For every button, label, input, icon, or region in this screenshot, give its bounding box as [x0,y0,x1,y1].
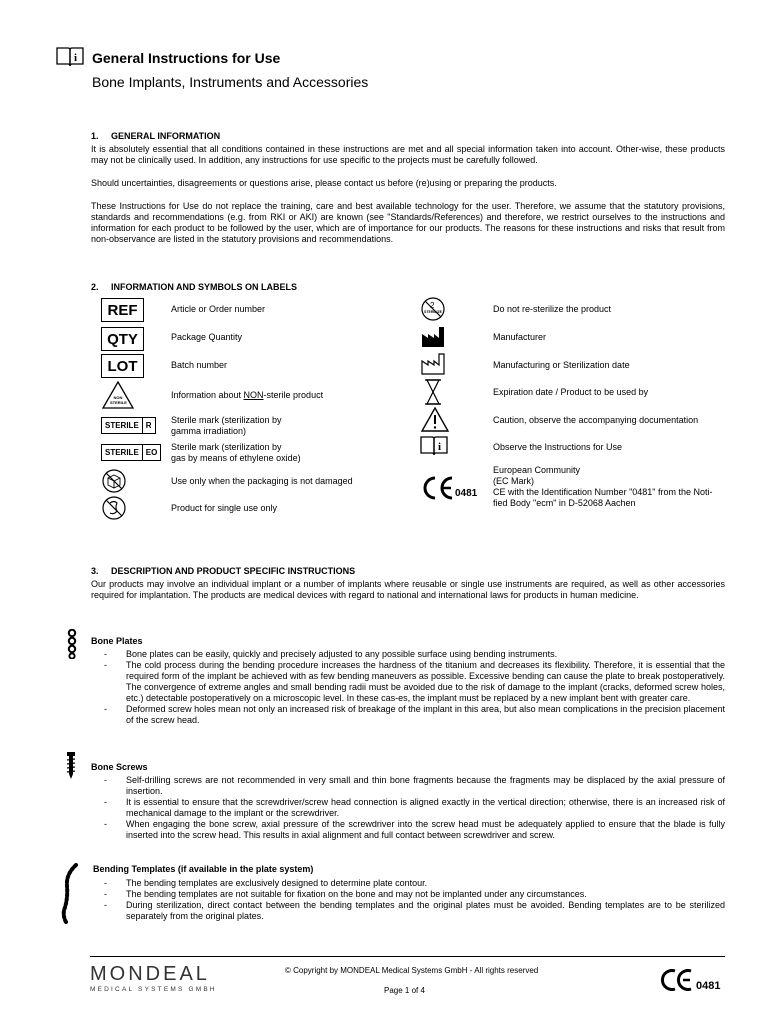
non-sterile-icon-text: NON STERILE [110,395,127,405]
list-item: - It is essential to ensure that the screwdriver/screw head connection is aligned exactly in the vertical direction; otherwise, there is an increased risk of mechanical damage to the implant or the screwdriver. [91,797,725,819]
qty-symbol: QTY [101,327,144,351]
ref-symbol: REF [101,298,144,322]
sterile-r-method: R [142,418,155,433]
bone-screws-title: Bone Screws [91,762,148,772]
sterile-r-label-line-1: Sterile mark (sterilization by [171,415,282,425]
footer-ce-mark-icon [660,968,694,997]
non-sterile-label-pre: Information about [171,390,244,400]
bone-screw-icon [66,752,76,785]
instructions-for-use-label: Observe the Instructions for Use [493,442,623,452]
section-3-heading: 3. DESCRIPTION AND PRODUCT SPECIFIC INSTRUCTIONS [91,566,356,576]
instructions-for-use-icon [419,435,449,462]
mondeal-logo-tagline: MEDICAL SYSTEMS GMBH [90,986,217,993]
svg-text:i: i [438,441,442,453]
mondeal-logo-name: MONDEAL [90,963,210,985]
ce-mark-label-line-2: (EC Mark) [493,476,534,486]
non-sterile-label-non: NON [243,390,264,400]
sterile-r-label [171,415,282,437]
sterile-r-label-line-2: gamma irradiation) [171,426,247,436]
list-item: - Bone plates can be easily, quickly and precisely adjusted to any possible surface using bending instruments. [91,649,725,660]
list-item: - The cold process during the bending procedure increases the hardness of the titanium and decreases its flexibility. Therefore, it is essential that the required form of the implant be achieved with as few bending maneuvers as possible. Excessive bending can cause the plate to break postoperatively. The convergence of extreme angles and small bending radii must be avoided due to the risk of damage to the implant (cracks, deformed screw holes, etc.) detectable postoperatively on a microscopic level. In these cas-es, the implant must be replaced by a new implant bent with greater care. [91,660,725,704]
list-item: - During sterilization, direct contact between the bending templates and the original plates must be avoided. Bending templates are to be sterilized separately from the original plates. [91,900,725,922]
list-item: - Deformed screw holes mean not only an increased risk of breakage of the implant in this area, but also mean complications in the precision placement of the screw head. [91,704,725,726]
svg-text:i: i [74,52,78,64]
bone-plates-title: Bone Plates [91,636,143,646]
damaged-package-label: Use only when the packaging is not damaged [171,476,353,486]
ce-mark-label [493,465,713,509]
list-item: - The bending templates are not suitable for fixation on the bone and may not be implanted under any circumstances. [91,889,725,900]
lot-symbol: LOT [101,354,144,378]
do-not-resterilize-label: Do not re-sterilize the product [493,304,612,314]
manufacturer-label: Manufacturer [493,332,547,342]
section-1-heading: 1. GENERAL INFORMATION [91,131,221,141]
list-item: - When engaging the bone screw, axial pressure of the screwdriver into the screw head must be adequately applied to ensure that the blade is fully inserted into the screw head. This results in axial alignment and full contact between screwdriver and screw. [91,819,725,841]
sterile-eo-label [171,442,301,464]
document-title: General Instructions for Use [92,50,281,66]
footer-ce-number: 0481 [696,980,721,992]
book-info-icon [55,46,85,73]
lot-label: Batch number [171,360,228,370]
caution-icon [420,406,450,438]
copyright-text: © Copyright by MONDEAL Medical Systems GmbH - All rights reserved [285,966,539,975]
do-not-resterilize-icon [420,296,446,322]
section-1-paragraph-1: It is absolutely essential that all conditions contained in these instructions are met and all special information taken into account. Other-wise, these products may not be clinically used. In addition, any instructions for use specific to the projects must be carefully followed. [91,144,725,165]
page-number: Page 1 of 4 [384,986,425,995]
manufacturing-date-label: Manufacturing or Sterilization date [493,360,630,370]
list-item: - The bending templates are exclusively designed to determine plate contour. [91,878,725,889]
section-1-paragraph-2: Should uncertainties, disagreements or questions arise, please contact us before (re)using or preparing the products. [91,178,557,188]
bone-plates-list [91,649,725,726]
bending-templates-list [91,878,725,922]
manufacturer-icon [421,326,445,353]
ce-mark-icon [419,475,455,506]
mondeal-logo [90,963,220,993]
sterile-r-text: STERILE [105,421,139,430]
ce-mark-label-line-4: fied Body "ecm" in D-52068 Aachen [493,498,636,508]
bone-plate-icon [66,629,78,664]
ce-mark-label-line-1: European Community [493,465,581,475]
single-use-label: Product for single use only [171,503,278,513]
non-sterile-icon [101,380,135,410]
footer-divider [90,956,725,957]
sterile-eo-method: EO [142,445,161,460]
sterile-eo-text: STERILE [105,448,139,457]
section-1-paragraph-3: These Instructions for Use do not replace the training, care and best available technology for the user. Therefore, we assume that the statutory provisions, standards and recommendations (e.g. from RKI or AKI) are known (see "Standards/References) and therefore, we restrict ourselves to the instructions and information for each product to be followed by the user, which are of importance for our products. The reasons for these instructions and risks that result from non-observance are listed in the statutory provisions and recommendations. [91,201,725,244]
document-subtitle: Bone Implants, Instruments and Accessories [92,74,369,90]
section-3-intro: Our products may involve an individual implant or a number of implants where reusable or single use instruments are required, as well as other accessories required for implantation. The products are medical devices with regard to national and international laws for products in human medicine. [91,579,725,600]
ce-mark-label-line-3: CE with the Identification Number "0481" from the Noti- [493,487,713,497]
list-item: - Self-drilling screws are not recommended in very small and thin bone fragments because the fragments may be displaced by the axial pressure of insertion. [91,775,725,797]
expiration-label: Expiration date / Product to be used by [493,387,649,397]
ref-label: Article or Order number [171,304,266,314]
sterile-eo-symbol [101,444,161,461]
bone-screws-list [91,775,725,841]
sterile-eo-label-line-1: Sterile mark (sterilization by [171,442,282,452]
section-2-heading: 2. INFORMATION AND SYMBOLS ON LABELS [91,282,298,292]
bending-template-icon [58,862,82,929]
manufacturing-date-icon [421,353,445,380]
non-sterile-label [171,390,323,401]
bending-templates-title: Bending Templates (if available in the plate system) [93,864,314,874]
caution-label: Caution, observe the accompanying documentation [493,415,699,425]
ce-mark-number: 0481 [455,488,478,499]
sterile-r-symbol [101,417,156,434]
non-sterile-label-post: -sterile product [263,390,324,400]
svg-text:2: 2 [430,301,435,310]
qty-label: Package Quantity [171,332,243,342]
single-use-icon [101,495,127,526]
do-not-resterilize-icon-text: STERILIZE [424,310,442,314]
sterile-eo-label-line-2: gas by means of ethylene oxide) [171,453,301,463]
